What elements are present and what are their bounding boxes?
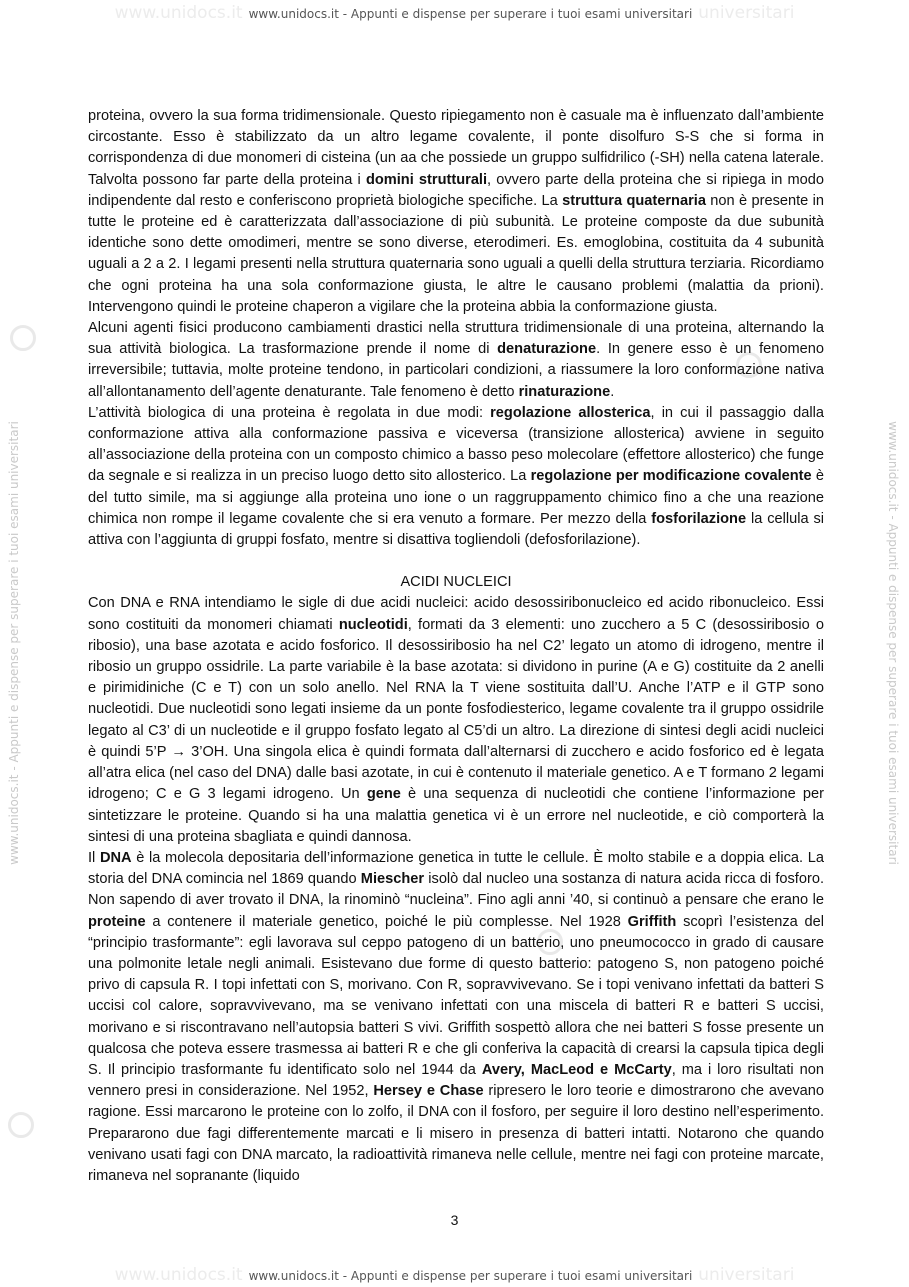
text-run: L’attività biologica di una proteina è regolata in due modi: bbox=[88, 404, 491, 421]
watermark-ghost-right: universitari bbox=[698, 3, 795, 23]
bold-term: gene bbox=[366, 786, 401, 803]
text-run: Il bbox=[88, 849, 100, 866]
bold-term: fosforilazione bbox=[651, 510, 747, 527]
bold-term: Hersey e Chase bbox=[373, 1083, 484, 1100]
watermark-ghost-left: www.unidocs.it bbox=[114, 3, 243, 23]
bold-term: nucleotidi bbox=[338, 616, 408, 633]
section-nucleic-acids-text bbox=[88, 593, 824, 1187]
text-run: la cellula si attiva con l’aggiunta di gruppi fosfato, mentre si disattiva togliendoli (defosforilazione). bbox=[88, 510, 824, 549]
watermark-side-left: www.unidocs.it - Appunti e dispense per superare i tuoi esami universitari bbox=[7, 421, 21, 865]
watermark-banner-bottom bbox=[0, 1264, 909, 1286]
watermark-side-right: www.unidocs.it - Appunti e dispense per superare i tuoi esami universitari bbox=[886, 421, 900, 865]
paragraph bbox=[88, 318, 824, 403]
watermark-banner-text: www.unidocs.it - Appunti e dispense per superare i tuoi esami universitari bbox=[248, 7, 693, 21]
bold-term: denaturazione bbox=[497, 341, 597, 358]
bold-term: DNA bbox=[99, 849, 132, 866]
text-run: , ma i loro risultati non vennero presi in considerazione. Nel 1952, bbox=[88, 1061, 824, 1100]
bold-term: Miescher bbox=[360, 871, 425, 888]
text-run: scoprì l’esistenza del “principio trasformante”: egli lavorava sul ceppo patogeno di un batterio, uno pneumococco in grado di causare una polmonite letale negli animali. Esistevano due forme di questo batterio: patogeno S, non patogeno poiché privo di capsula R. I topi infettati con S, morivano. Con R, sopravvivevano. Se i topi venivano infettati da batteri S uccisi col calore, sopravvivevano, ma se venivano infettati con una miscela di batteri R e batteri S uccisi, morivano e si riscontravano nell’autopsia batteri S vivi. Griffith sospettò allora che nei batteri S fosse presente un qualcosa che poteva essere trasmessa ai batteri R e che gli conferiva la capacità di crearsi la capsula tipica degli S. Il principio trasformante fu identificato solo nel 1944 da bbox=[88, 913, 824, 1078]
text-run: Con DNA e RNA intendiamo le sigle di due acidi nucleici: acido desossiribonucleico ed acido ribonucleico. Essi sono costituiti da monomeri chiamati bbox=[88, 595, 824, 633]
text-run: , ovvero parte della proteina che si ripiega in modo indipendente dal resto e conferiscono proprietà biologiche specifiche. La bbox=[88, 171, 824, 209]
text-run: non è presente in tutte le proteine ed è caratterizzata dall’associazione di più subunità. Le proteine composte da due subunità identiche sono dette omodimeri, mentre se sono diverse, eterodimeri. Es. emoglobina, costituita da 4 subunità uguali a 2 a 2. I legami presenti nella struttura quaternaria sono uguali a quelli della struttura terziaria. Ricordiamo che ogni proteina ha una sola conformazione giusta, le altre le causano problemi (malattia da prioni). Intervengono quindi le proteine chaperon a vigilare che la proteina abbia la conformazione giusta. bbox=[88, 192, 824, 315]
section-protein-text bbox=[88, 106, 824, 551]
bold-term: Griffith bbox=[627, 913, 677, 930]
text-run: è una sequenza di nucleotidi che contiene l’informazione per sintetizzare le proteine. Quando si ha una malattia genetica vi è un errore nel nucleotide, e ciò comporterà la sintesi di una proteina sbagliata e quindi dannosa. bbox=[88, 786, 825, 845]
watermark-logo-icon bbox=[10, 325, 36, 351]
text-run: proteina, ovvero la sua forma tridimensionale. Questo ripiegamento non è casuale ma è influenzato dall’ambiente circostante. Esso è stabilizzato da un altro legame covalente, il ponte disolfuro S-S che si forma in corrispondenza di due monomeri di cisteina (un aa che possiede un gruppo sulfidrilico (-SH) nella catena laterale. Talvolta possono far parte della proteina i bbox=[88, 108, 824, 188]
text-run: , formati da 3 elementi: uno zucchero a 5 C (desossiribosio o ribosio), una base azotata e acido fosforico. Il desossiribosio ha nel C2’ legato un atomo di idrogeno, mentre il ribosio un gruppo ossidrile. La parte variabile è la base azotata: si dividono in purine (A e G) costituite da 2 anelli e pirimidiniche (C e T) con un solo anello. Nel RNA la T viene sostituita dall’U. Anche l’ATP e il GTP sono nucleotidi. Due nucleotidi sono legati insieme da un ponte fosfodiesterico, legame covalente tra il gruppo ossidrile legato al C3’ di un nucleotide e il gruppo fosfato legato al C5’di un altro. La direzione di sintesi degli acidi nucleici è quindi 5’P → 3’OH. Una singola elica è quindi formata dall’alternarsi di zucchero e acido fosforico ed è legata all’atra elica (nel caso del DNA) dalle basi azotate, in cui è contenuto il materiale genetico. A e T formano 2 legami idrogeno; C e G 3 legami idrogeno. Un bbox=[88, 616, 825, 803]
watermark-banner-text: www.unidocs.it - Appunti e dispense per superare i tuoi esami universitari bbox=[248, 1269, 693, 1283]
text-run: . bbox=[610, 383, 615, 400]
bold-term: regolazione allosterica bbox=[490, 404, 651, 421]
section-heading: ACIDI NUCLEICI bbox=[400, 574, 512, 591]
page-number: 3 bbox=[450, 1212, 459, 1228]
bold-term: Avery, MacLeod e McCarty bbox=[481, 1061, 672, 1078]
text-run: Alcuni agenti fisici producono cambiamenti drastici nella struttura tridimensionale di una proteina, alternando la sua attività biologica. La trasformazione prende il nome di bbox=[88, 320, 824, 358]
watermark-banner-top bbox=[0, 2, 909, 24]
bold-term: regolazione per modificazione covalente bbox=[530, 468, 812, 485]
watermark-ghost-right: universitari bbox=[698, 1265, 795, 1285]
bold-term: struttura quaternaria bbox=[562, 192, 706, 209]
text-run: è del tutto simile, ma si aggiunge alla proteina uno ione o un raggruppamento chimico fino a che una reazione chimica non rompe il legame covalente che si era venuto a formare. Per mezzo della bbox=[88, 468, 824, 527]
text-run: isolò dal nucleo una sostanza di natura acida ricca di fosforo. Non sapendo di aver trovato il DNA, la rinominò “nucleina”. Fino agli anni ’40, si continuò a pensare che erano le bbox=[88, 871, 824, 909]
bold-term: proteine bbox=[88, 913, 146, 930]
text-run: . In genere esso è un fenomeno irreversibile; tuttavia, molte proteine tendono, in particolari condizioni, a riassumere la loro conformazione nativa all’allontanamento dell’agente denaturante. Tale fenomeno è detto bbox=[88, 341, 824, 400]
paragraph bbox=[88, 403, 824, 551]
paragraph bbox=[88, 848, 824, 1187]
text-run: a contenere il materiale genetico, poiché le più complesse. Nel 1928 bbox=[145, 913, 628, 930]
watermark-logo-icon bbox=[8, 1112, 34, 1138]
text-run: è la molecola depositaria dell’informazione genetica in tutte le cellule. È molto stabile e a doppia elica. La storia del DNA comincia nel 1869 quando bbox=[88, 849, 824, 888]
bold-term: domini strutturali bbox=[365, 171, 488, 188]
watermark-ghost-left: www.unidocs.it bbox=[114, 1265, 243, 1285]
paragraph bbox=[88, 593, 824, 847]
text-run: ripresero le loro teorie e dimostrarono che avevano ragione. Essi marcarono le proteine con lo zolfo, il DNA con il fosforo, per seguire il loro destino nell’esperimento. Prepararono due fagi differentemente marcati e li misero in presenza di batteri intatti. Notarono che quando venivano usati fagi con DNA marcato, la radioattività rimaneva nelle cellule, mentre nei fagi con proteine marcate, rimaneva nel sopranante (liquido bbox=[88, 1083, 824, 1184]
document-body bbox=[88, 106, 824, 1187]
bold-term: rinaturazione bbox=[518, 383, 611, 400]
paragraph bbox=[88, 106, 824, 318]
text-run: , in cui il passaggio dalla conformazione attiva alla conformazione passiva e viceversa (transizione allosterica) avviene in seguito all’associazione della proteina con un composto chimico a basso peso molecolare (effettore allosterico) che funge da segnale e si realizza in un preciso luogo detto sito allosterico. La bbox=[88, 404, 824, 485]
